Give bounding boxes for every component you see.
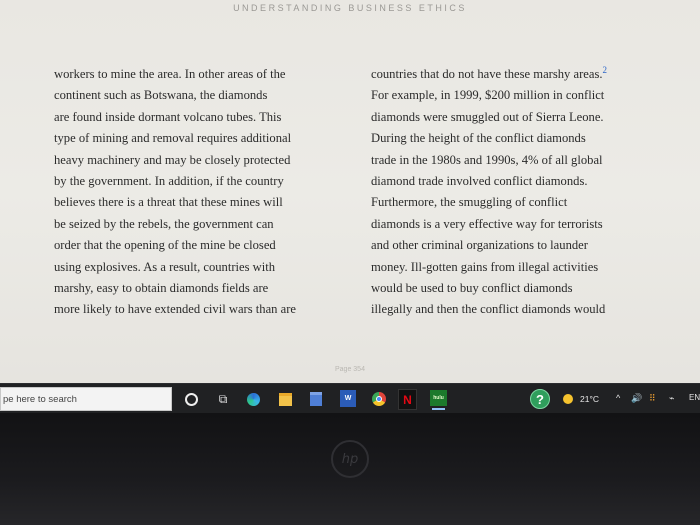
left-column-line: heavy machinery and may be closely protected	[54, 152, 291, 167]
left-column-line: continent such as Botswana, the diamonds	[54, 88, 268, 103]
edge-browser-icon[interactable]	[245, 391, 261, 407]
right-column-line: diamonds were smuggled out of Sierra Leone.	[371, 109, 604, 124]
left-column-line: marshy, easy to obtain diamonds fields are	[54, 281, 269, 296]
volume-icon[interactable]: 🔊	[631, 393, 643, 403]
right-column-line: During the height of the conflict diamonds	[371, 131, 586, 146]
left-column-line: workers to mine the area. In other areas of the	[54, 67, 286, 81]
left-column-line: order that the opening of the mine be closed	[54, 238, 276, 253]
left-column-line: by the government. In addition, if the country	[54, 174, 284, 189]
taskbar	[0, 383, 700, 414]
left-column-line: believes there is a threat that these mines will	[54, 195, 283, 210]
hp-logo: hp	[331, 440, 369, 478]
left-column-line: be seized by the rebels, the government can	[54, 216, 274, 231]
right-column	[371, 64, 661, 321]
right-column-line: Furthermore, the smuggling of conflict	[371, 195, 568, 210]
left-column-line: using explosives. As a result, countries with	[54, 259, 276, 274]
right-column-line: diamond trade involved conflict diamonds.	[371, 174, 588, 189]
file-explorer-icon[interactable]	[277, 391, 293, 407]
chrome-icon[interactable]	[371, 391, 387, 407]
left-column-line: more likely to have extended civil wars than are	[54, 302, 296, 317]
hulu-icon[interactable]: hulu	[430, 390, 447, 406]
language-indicator[interactable]: EN	[689, 393, 700, 402]
left-column	[54, 64, 350, 321]
footnote-reference[interactable]: 2	[602, 64, 608, 75]
right-column-line	[371, 64, 661, 85]
show-hidden-icons-chevron-icon[interactable]: ^	[616, 393, 621, 403]
left-column-line: type of mining and removal requires additional	[54, 131, 292, 146]
store-icon[interactable]	[308, 391, 324, 407]
right-column-line: illegally and then the conflict diamonds would	[371, 302, 606, 317]
page-number: Page 354	[335, 366, 365, 373]
weather-sun-icon[interactable]	[563, 394, 573, 404]
tray-app-icon[interactable]: ⠿	[649, 393, 656, 403]
right-column-line: trade in the 1980s and 1990s, 4% of all global	[371, 152, 603, 167]
search-box[interactable]	[0, 387, 172, 411]
task-view-icon[interactable]: ⧉	[218, 391, 228, 406]
word-icon[interactable]: W	[340, 390, 356, 407]
right-first-line-text: countries that do not have these marshy areas.	[371, 67, 603, 81]
right-column-line: money. Ill-gotten gains from illegal activities	[371, 259, 599, 274]
right-column-line: diamonds is a very effective way for terrorists	[371, 216, 603, 231]
right-column-line: For example, in 1999, $200 million in conflict	[371, 88, 605, 103]
search-placeholder: pe here to search	[3, 394, 77, 405]
left-column-line: are found inside dormant volcano tubes. This	[54, 109, 282, 124]
netflix-icon[interactable]: N	[398, 389, 417, 410]
temperature-readout[interactable]: 21°C	[580, 394, 599, 404]
running-head: UNDERSTANDING BUSINESS ETHICS	[233, 3, 467, 13]
help-icon[interactable]: ?	[530, 389, 550, 409]
network-icon[interactable]: ⌁	[669, 393, 675, 403]
right-column-line: and other criminal organizations to launder	[371, 238, 588, 253]
right-column-line: would be used to buy conflict diamonds	[371, 281, 573, 296]
cortana-icon[interactable]	[183, 391, 199, 407]
